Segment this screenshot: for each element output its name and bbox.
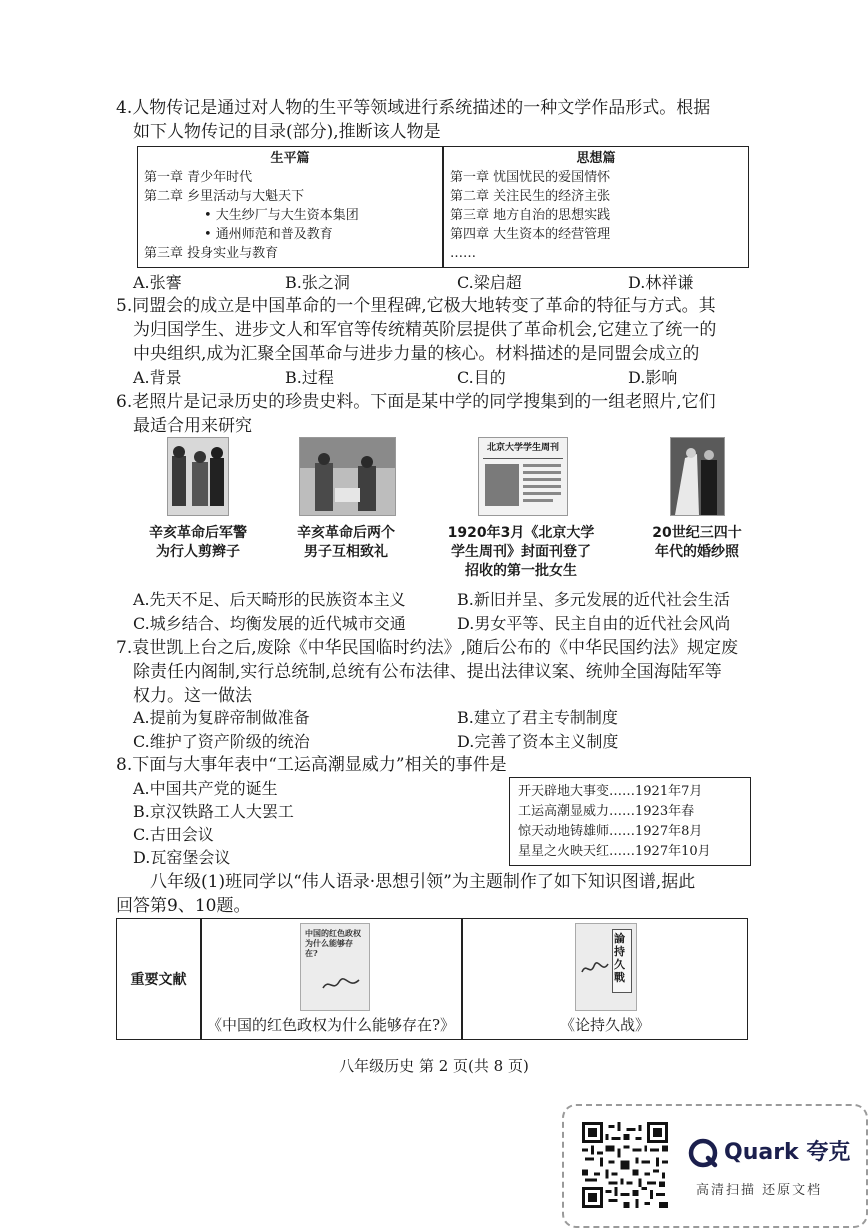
q4-option-b: B.张之洞: [285, 273, 350, 292]
page-footer: 八年级历史 第 2 页(共 8 页): [339, 1057, 529, 1075]
q7-option-c: C.维护了资产阶级的统治: [133, 732, 310, 751]
q6-option-c: C.城乡结合、均衡发展的近代城市交通: [133, 614, 406, 633]
q8-option-b: B.京汉铁路工人大罢工: [133, 802, 294, 821]
document-row-label: 重要文献: [130, 972, 187, 988]
photo-caption: 1920年3月《北京大学 学生周刊》封面刊登了 招收的第一批女生: [447, 525, 595, 579]
photo-caption: 辛亥革命后两个 男子互相致礼: [297, 525, 395, 560]
q4-option-a: A.张謇: [133, 273, 182, 292]
q4-stem-line1: 4.人物传记是通过对人物的生平等领域进行系统描述的一种文学作品形式。根据: [116, 98, 711, 118]
q4-option-d: D.林祥谦: [628, 273, 694, 292]
photo-newspaper-cover: [478, 437, 568, 516]
book-cover-title: 中国的红色政权为什么能够存在?: [305, 928, 361, 958]
q7-option-a: A.提前为复辟帝制做准备: [133, 708, 310, 727]
photo-wedding-dress: [670, 437, 725, 516]
q6-option-a: A.先天不足、后天畸形的民族资本主义: [133, 590, 406, 609]
q4-left-row: • 通州师范和普及教育: [204, 227, 333, 242]
q4-left-row: 第二章 乡里活动与大魁天下: [144, 189, 305, 204]
q7-stem-line2: 除责任内阁制,实行总统制,总统有公布法律、提出法律议案、统帅全国海陆军等: [133, 662, 722, 682]
timeline-entry: 星星之火映天红……1927年10月: [518, 844, 711, 859]
q4-option-c: C.梁启超: [457, 273, 522, 292]
intro-line1: 八年级(1)班同学以“伟人语录·思想引领”为主题制作了如下知识图谱,据此: [150, 872, 696, 892]
qr-code-icon[interactable]: [582, 1122, 668, 1208]
q6-stem-line2: 最适合用来研究: [133, 416, 252, 436]
book-cover-title: 論持久戰: [614, 932, 625, 984]
newspaper-masthead: 北京大学学生周刊: [486, 443, 559, 453]
book-cover-red-regime: [300, 923, 370, 1011]
book-cover-protracted-war: [575, 923, 637, 1011]
q8-option-c: C.古田会议: [133, 825, 214, 844]
q4-right-row: 第四章 大生资本的经营管理: [450, 227, 611, 242]
signature-icon: [580, 958, 610, 978]
q6-stem-line1: 6.老照片是记录历史的珍贵史料。下面是某中学的同学搜集到的一组老照片,它们: [116, 392, 716, 412]
q5-option-d: D.影响: [628, 368, 678, 387]
quark-brand: Quark 夸克: [724, 1140, 851, 1165]
q8-option-a: A.中国共产党的诞生: [133, 779, 278, 798]
q8-timeline-box: [509, 777, 751, 866]
doc1-title: 《中国的红色政权为什么能够存在?》: [206, 1016, 456, 1034]
q4-left-header: 生平篇: [270, 151, 310, 166]
document-table: [116, 918, 748, 1040]
q4-right-row: 第一章 忧国忧民的爱国情怀: [450, 170, 611, 185]
q4-stem-line2: 如下人物传记的目录(部分),推断该人物是: [133, 122, 441, 142]
q7-option-b: B.建立了君主专制制度: [457, 708, 618, 727]
q4-left-row: 第三章 投身实业与教育: [144, 246, 279, 261]
q4-biography-table: [137, 146, 749, 268]
timeline-entry: 开天辟地大事变……1921年7月: [518, 784, 703, 799]
q5-option-c: C.目的: [457, 368, 506, 387]
quark-logo-icon: [688, 1138, 718, 1168]
q7-stem-line1: 7.袁世凯上台之后,废除《中华民国临时约法》,随后公布的《中华民国约法》规定废: [116, 638, 739, 658]
timeline-entry: 工运高潮显威力……1923年春: [518, 804, 695, 819]
quark-slogan: 高清扫描 还原文档: [696, 1183, 823, 1198]
q7-option-d: D.完善了资本主义制度: [457, 732, 619, 751]
q4-right-row: 第三章 地方自治的思想实践: [450, 208, 611, 223]
intro-line2: 回答第9、10题。: [116, 896, 251, 916]
photo-queue-cutting: [167, 437, 229, 516]
q4-right-row: 第二章 关注民生的经济主张: [450, 189, 611, 204]
photo-greeting-men: [299, 437, 396, 516]
q5-option-a: A.背景: [133, 368, 182, 387]
q4-right-row: ……: [450, 246, 476, 261]
q4-right-header: 思想篇: [576, 151, 616, 166]
q5-stem-line2: 为归国学生、进步文人和军官等传统精英阶层提供了革命机会,它建立了统一的: [133, 320, 717, 340]
photo-caption: 20世纪三四十 年代的婚纱照: [652, 525, 742, 560]
q6-option-b: B.新旧并呈、多元发展的近代社会生活: [457, 590, 730, 609]
q8-option-d: D.瓦窑堡会议: [133, 848, 231, 867]
quark-scan-badge[interactable]: [562, 1104, 868, 1228]
timeline-entry: 惊天动地铸雄师……1927年8月: [518, 824, 703, 839]
photo-caption: 辛亥革命后军警 为行人剪辫子: [149, 525, 247, 560]
signature-icon: [321, 974, 361, 994]
doc2-title: 《论持久战》: [559, 1016, 650, 1034]
q5-stem-line3: 中央组织,成为汇聚全国革命与进步力量的核心。材料描述的是同盟会成立的: [133, 344, 700, 364]
q7-stem-line3: 权力。这一做法: [133, 686, 252, 706]
q5-option-b: B.过程: [285, 368, 334, 387]
q5-stem-line1: 5.同盟会的成立是中国革命的一个里程碑,它极大地转变了革命的特征与方式。其: [116, 296, 716, 316]
q4-left-row: • 大生纱厂与大生资本集团: [204, 208, 359, 223]
q6-option-d: D.男女平等、民主自由的近代社会风尚: [457, 614, 731, 633]
q4-left-row: 第一章 青少年时代: [144, 170, 253, 185]
q8-stem: 8.下面与大事年表中“工运高潮显威力”相关的事件是: [116, 755, 507, 775]
